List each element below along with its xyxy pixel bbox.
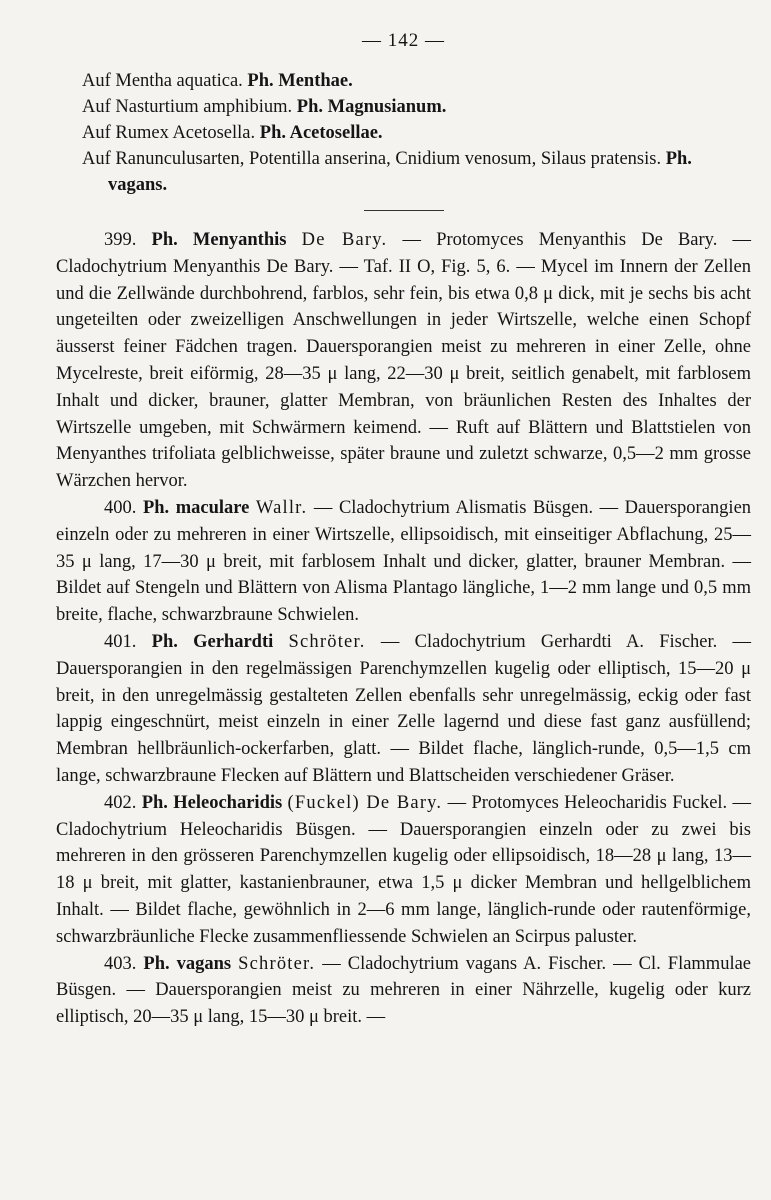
species-entry — [56, 790, 751, 951]
section-divider — [364, 210, 444, 211]
entry-author: (Fuckel) De Bary. — [287, 792, 443, 813]
entry-text: — Cladochytrium vagans A. Fischer. — Cl. Flammulae Büsgen. — Dauersporangien meist zu mehreren in einer Nährzelle, kugelig oder kurz elliptisch, 20—35 μ lang, 15—30 μ breit. — — [56, 953, 752, 1028]
entry-number: 401. — [104, 631, 137, 652]
entry-species: Ph. Gerhardti — [151, 631, 274, 652]
entry-number: 402. — [104, 792, 137, 813]
species-entry — [56, 951, 751, 1031]
host-text: Auf Rumex Acetosella. — [82, 123, 256, 143]
entry-text: — Cladochytrium Gerhardti A. Fischer. — Dauersporangien in den regelmässigen Parenchymzellen kugelig oder elliptisch, 15—20 μ breit, in den unregelmässig gestalteten Zellen ebenfalls sehr unregelmässig, eckig oder fast lappig eingeschnürt, meist einzeln in einer Zelle lagernd und diese fast ganz ausfüllend; Membran hellbräunlich-ockerfarben, glatt. — Bildet flache, länglich-runde, 0,5—1,5 cm lange, schwarzbraune Flecken auf Blättern und Blattscheiden verschiedener Gräser. — [56, 631, 752, 786]
entry-text: — Protomyces Heleocharidis Fuckel. — Cladochytrium Heleocharidis Büsgen. — Dauersporangien einzeln oder zu zwei bis mehreren in den grösseren Parenchymzellen kugelig oder ellipsoidisch, 18—28 μ lang, 13—18 μ breit, mit glatter, kastanienbrauner, etwa 1,5 μ dicker Membran und hellgelblichem Inhalt. — Bildet flache, gewöhnlich in 2—6 mm lange, länglich-runde oder rautenförmige, schwarzbräunliche Flecke zusammenfliessende Schwielen an Scirpus paluster. — [56, 792, 752, 947]
host-list-item — [82, 146, 751, 198]
entry-species: Ph. vagans — [143, 953, 232, 974]
entry-author: Schröter. — [288, 631, 366, 652]
entry-number: 403. — [104, 953, 137, 974]
host-list-item — [82, 120, 751, 146]
entry-author: De Bary. — [301, 230, 388, 250]
host-list-item — [82, 94, 751, 120]
host-species: Ph. vagans. — [108, 149, 692, 195]
host-species: Ph. Magnusianum. — [296, 97, 447, 117]
host-text: Auf Mentha aquatica. — [82, 71, 243, 91]
host-species: Ph. Menthae. — [247, 71, 353, 91]
entry-species: Ph. Heleocharidis — [141, 792, 283, 813]
species-entry — [56, 495, 751, 629]
entry-species: Ph. maculare — [142, 497, 250, 518]
entry-number: 399. — [104, 230, 137, 250]
species-entry — [56, 227, 751, 495]
host-list-item — [82, 68, 751, 94]
host-text: Auf Nasturtium amphibium. — [82, 97, 293, 117]
host-text: Auf Ranunculusarten, Potentilla anserina, Cnidium venosum, Silaus pratensis. — [82, 149, 662, 169]
entry-number: 400. — [104, 497, 137, 518]
species-entry — [56, 629, 751, 790]
entry-author: Wallr. — [255, 497, 308, 518]
entry-author: Schröter. — [238, 953, 316, 974]
entry-text: — Protomyces Menyanthis De Bary. — Cladochytrium Menyanthis De Bary. — Taf. II O, Fig. 5, 6. — Mycel im Innern der Zellen und die Zellwände durchbohrend, farblos, sehr fein, bis etwa 0,8 μ dick, mit je sechs bis acht ungeteilten oder zweizelligen Anschwellungen in jeder Wirtszelle, welche einen Schopf äusserst feiner Fädchen tragen. Dauersporangien meist zu mehreren in einer Zelle, ohne Mycelreste, breit eiförmig, 28—35 μ lang, 22—30 μ breit, seitlich genabelt, mit farblosem Inhalt und dicker, brauner, glatter Membran, von bräunlichen Resten des Inhaltes der Wirtszelle umgeben, mit Schwärmern keimend. — Ruft auf Blättern und Blattstielen von Menyanthes trifoliata gelblichweisse, später braune und zuletzt schwarze, 0,5—2 mm grosse Wärzchen hervor. — [56, 230, 752, 492]
entry-text: — Cladochytrium Alismatis Büsgen. — Dauersporangien einzeln oder zu mehreren in einer Wirtszelle, ellipsoidisch, mit einseitiger Abflachung, 25—35 μ lang, 17—30 μ breit, mit farblosem Inhalt und dicker, glatter, brauner Membran. — Bildet auf Stengeln und Blättern von Alisma Plantago längliche, 1—2 mm lange und 0,5 mm breite, flache, schwarzbraune Schwielen. — [56, 497, 752, 626]
entry-species: Ph. Menyanthis — [151, 230, 287, 250]
host-list — [56, 68, 751, 198]
page-number: — 142 — — [362, 30, 445, 51]
host-species: Ph. Acetosellae. — [259, 123, 383, 143]
